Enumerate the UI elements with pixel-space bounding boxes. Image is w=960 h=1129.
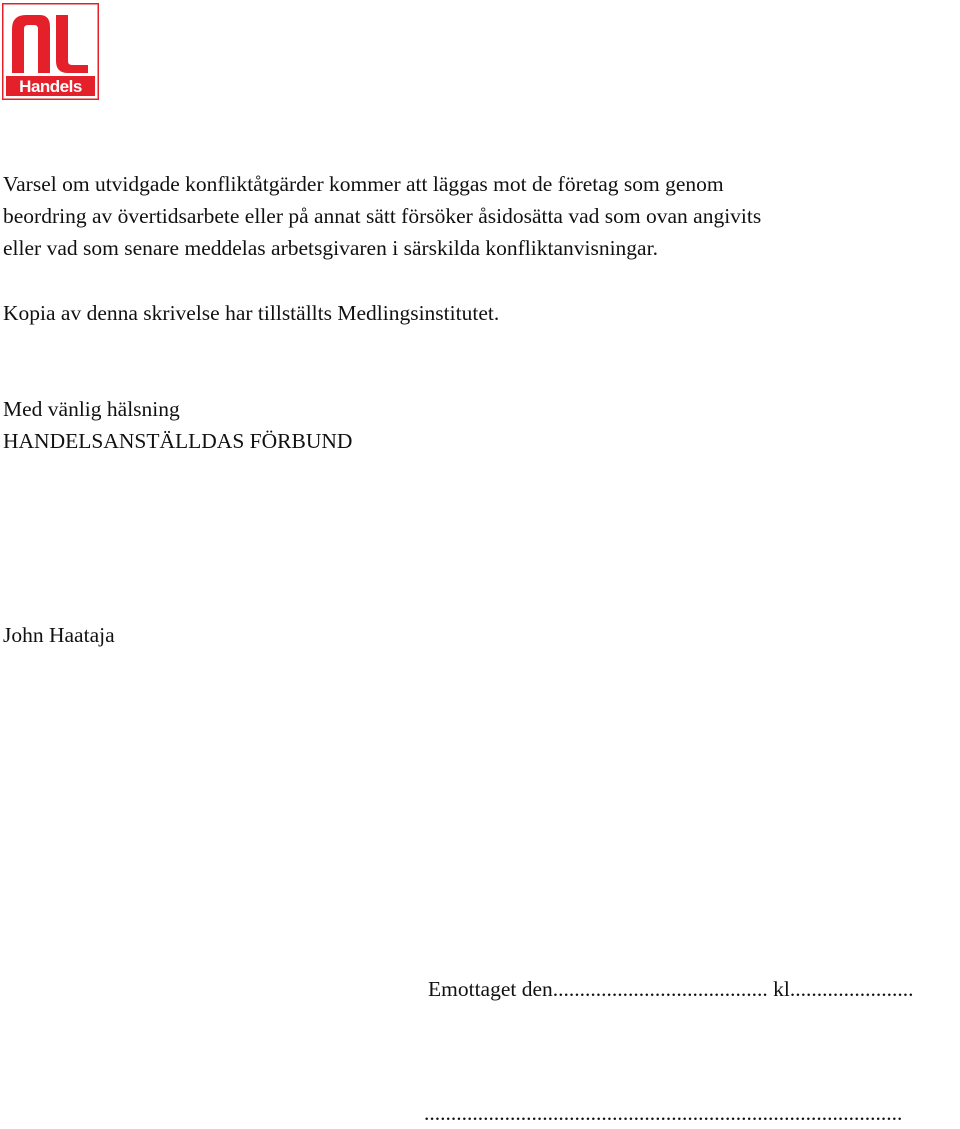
handels-logo xyxy=(2,3,99,100)
body-line-2: beordring av övertidsarbete eller på annat sätt försöker åsidosätta vad som ovan angivits xyxy=(3,204,762,228)
logo-wordmark: Handels xyxy=(19,77,82,96)
body-paragraph xyxy=(3,168,761,264)
receipt-line: Emottaget den........................................ kl....................... xyxy=(428,977,914,1001)
receipt-signature-line: ......................................................................................... xyxy=(424,1101,903,1125)
body-line-3: eller vad som senare meddelas arbetsgivaren i särskilda konfliktanvisningar. xyxy=(3,236,658,260)
closing-greeting: Med vänlig hälsning xyxy=(3,397,180,421)
closing-block xyxy=(3,393,352,457)
handels-logo-icon xyxy=(2,3,99,100)
copy-note: Kopia av denna skrivelse har tillställts Medlingsinstitutet. xyxy=(3,301,500,325)
body-line-1: Varsel om utvidgade konfliktåtgärder kommer att läggas mot de företag som genom xyxy=(3,172,724,196)
closing-organization: HANDELSANSTÄLLDAS FÖRBUND xyxy=(3,429,353,453)
signer-name: John Haataja xyxy=(3,623,115,647)
